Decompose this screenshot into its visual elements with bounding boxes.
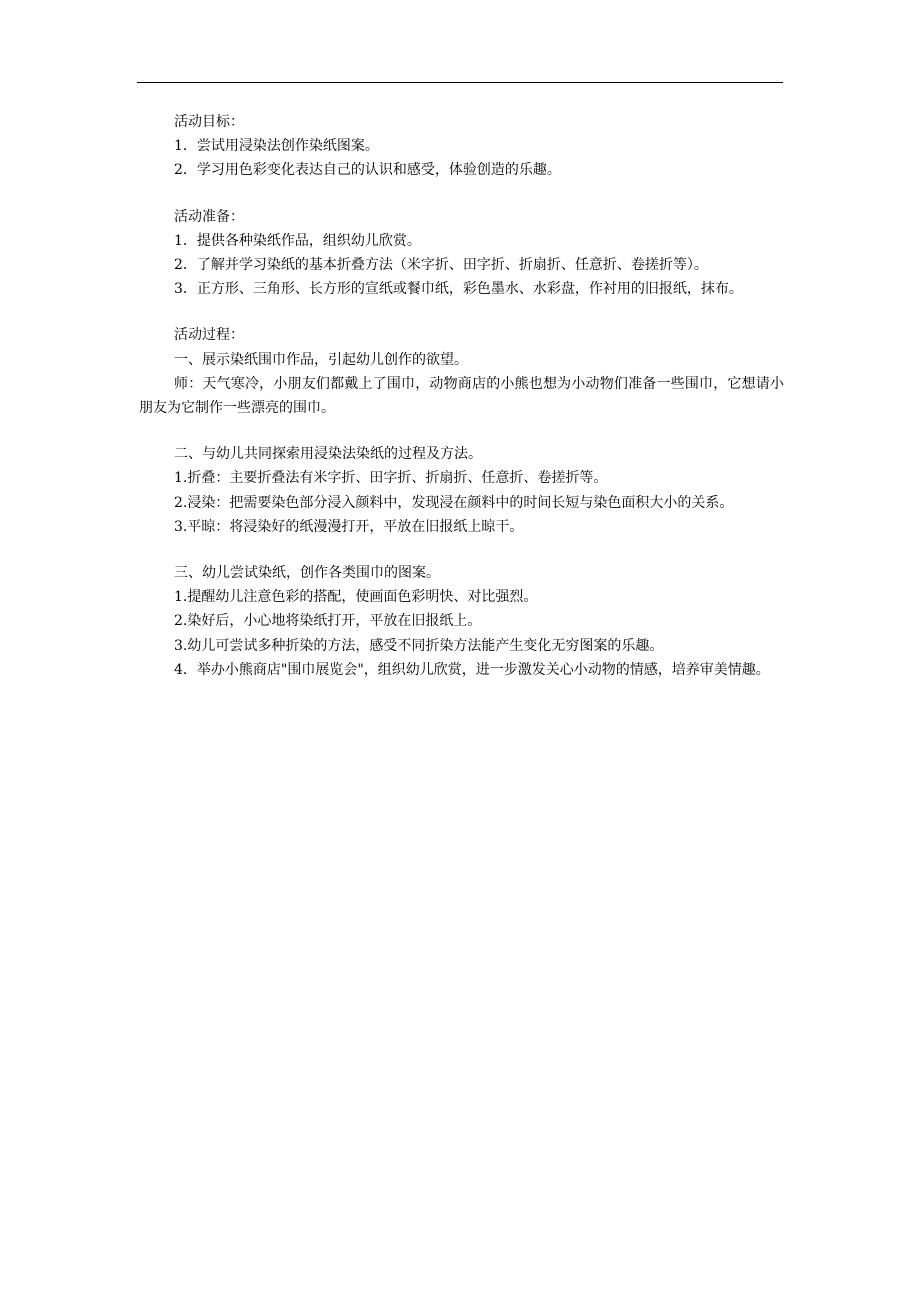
- paragraph: 4．举办小熊商店"围巾展览会"，组织幼儿欣赏，进一步激发关心小动物的情感，培养审美情趣。: [174, 661, 770, 678]
- paragraph: 1.提醒幼儿注意色彩的搭配，使画面色彩明快、对比强烈。: [174, 589, 538, 606]
- paragraph: 师：天气寒冷，小朋友们都戴上了围巾，动物商店的小熊也想为小动物们准备一些围巾，它想请小朋友为它制作一些漂亮的围巾。: [139, 375, 784, 417]
- paragraph: 2．了解并学习染纸的基本折叠方法（米字折、田字折、折扇折、任意折、卷搓折等）。: [174, 257, 708, 274]
- section-explore-method: [139, 442, 784, 539]
- section-activity-process: [139, 323, 784, 420]
- paragraph: 3.幼儿可尝试多种折染的方法，感受不同折染方法能产生变化无穷图案的乐趣。: [174, 637, 664, 654]
- section-heading: 三、幼儿尝试染纸，创作各类围巾的图案。: [174, 565, 440, 582]
- section-gap: [139, 539, 784, 561]
- paragraph: 2．学习用色彩变化表达自己的认识和感受，体验创造的乐趣。: [174, 162, 561, 179]
- section-children-try: [139, 561, 784, 682]
- paragraph: 1．尝试用浸染法创作染纸图案。: [174, 138, 379, 155]
- paragraph: 3．正方形、三角形、长方形的宣纸或餐巾纸，彩色墨水、水彩盘，作衬用的旧报纸，抹布。: [174, 281, 743, 298]
- section-heading: 活动过程：: [174, 327, 244, 344]
- section-gap: [139, 301, 784, 323]
- paragraph: 1．提供各种染纸作品，组织幼儿欣赏。: [174, 232, 421, 249]
- section-heading: 活动目标：: [174, 114, 244, 130]
- document-body: [139, 110, 784, 682]
- paragraph: 2.浸染：把需要染色部分浸入颜料中，发现浸在颜料中的时间长短与染色面积大小的关系。: [174, 494, 734, 511]
- section-activity-preparation: [139, 205, 784, 302]
- section-activity-goals: [139, 110, 784, 183]
- paragraph: 3.平晾：将浸染好的纸漫漫打开，平放在旧报纸上晾干。: [174, 518, 524, 535]
- section-heading: 二、与幼儿共同探索用浸染法染纸的过程及方法。: [174, 446, 482, 463]
- paragraph: 1.折叠：主要折叠法有米字折、田字折、折扇折、任意折、卷搓折等。: [174, 470, 608, 487]
- paragraph: 2.染好后，小心地将染纸打开，平放在旧报纸上。: [174, 613, 482, 630]
- header-rule: [137, 82, 783, 83]
- section-gap: [139, 420, 784, 442]
- section-heading: 活动准备：: [174, 208, 244, 225]
- paragraph: 一、展示染纸围巾作品，引起幼儿创作的欲望。: [174, 351, 468, 368]
- section-gap: [139, 183, 784, 205]
